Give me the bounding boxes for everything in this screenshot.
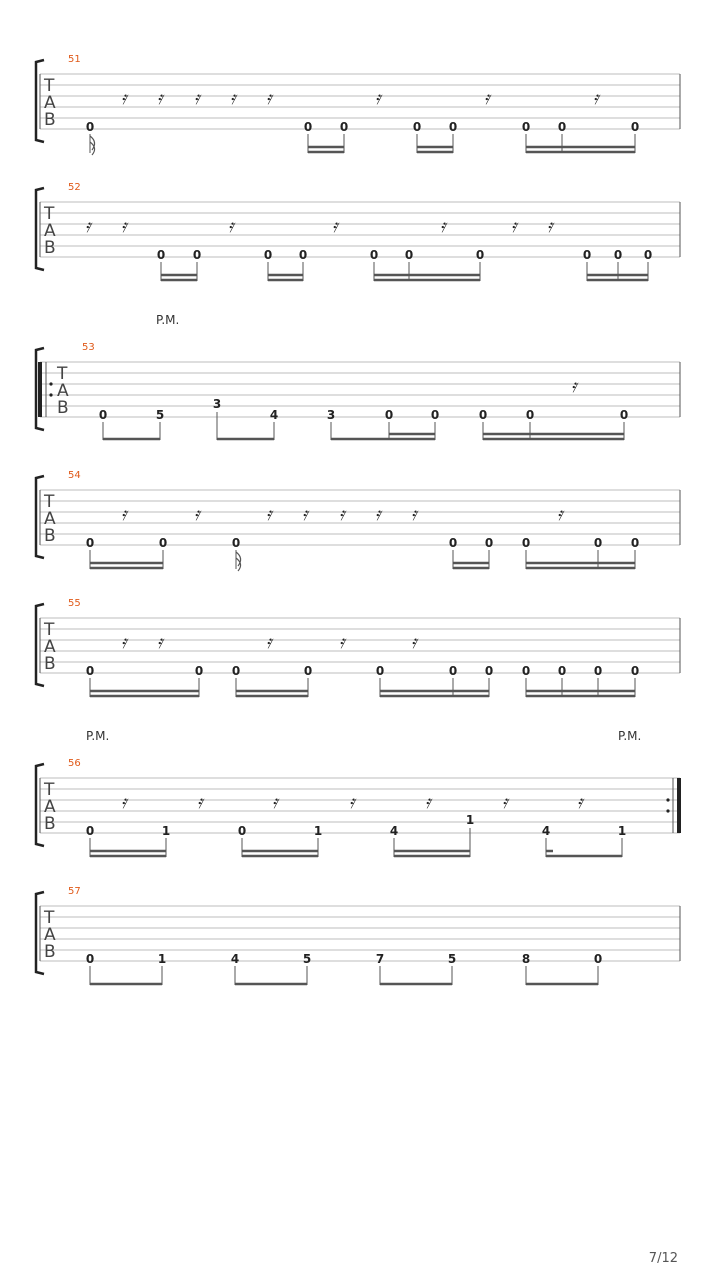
fret-number: 1 xyxy=(617,824,627,838)
fret-number: 0 xyxy=(630,536,640,550)
sixteenth-rest-icon: 𝄿 xyxy=(375,88,381,109)
tab-letter-b: B xyxy=(44,942,56,962)
fret-number: 0 xyxy=(448,664,458,678)
measure-number: 51 xyxy=(68,54,81,65)
sixteenth-rest-icon: 𝄿 xyxy=(339,504,345,525)
fret-number: 0 xyxy=(298,248,308,262)
fret-number: 8 xyxy=(521,952,531,966)
sixteenth-rest-icon: 𝄿 xyxy=(349,792,355,813)
fret-number: 0 xyxy=(521,120,531,134)
measure-number: 56 xyxy=(68,758,81,769)
sixteenth-rest-icon: 𝄿 xyxy=(557,504,563,525)
fret-number: 4 xyxy=(230,952,240,966)
sixteenth-rest-icon: 𝄿 xyxy=(194,504,200,525)
sixteenth-rest-icon: 𝄿 xyxy=(266,632,272,653)
sixteenth-rest-icon: 𝄿 xyxy=(511,216,517,237)
tab-letter-b: B xyxy=(44,814,56,834)
fret-number: 0 xyxy=(98,408,108,422)
fret-number: 0 xyxy=(231,664,241,678)
tab-letter-t: T xyxy=(44,908,55,928)
fret-number: 0 xyxy=(521,664,531,678)
measure-number: 54 xyxy=(68,470,81,481)
fret-number: 3 xyxy=(212,397,222,411)
fret-number: 0 xyxy=(484,664,494,678)
sixteenth-rest-icon: 𝄿 xyxy=(547,216,553,237)
fret-number: 0 xyxy=(404,248,414,262)
rests xyxy=(121,88,601,109)
sixteenth-rest-icon: 𝄿 xyxy=(593,88,599,109)
fret-number: 0 xyxy=(85,664,95,678)
fret-number: 0 xyxy=(85,536,95,550)
fret-number: 0 xyxy=(339,120,349,134)
system-measure-56 xyxy=(36,729,681,857)
rests xyxy=(121,504,565,525)
rests xyxy=(571,376,579,397)
tab-letter-b: B xyxy=(44,654,56,674)
fret-number: 0 xyxy=(85,824,95,838)
staff-lines xyxy=(40,778,680,833)
fret-number: 0 xyxy=(263,248,273,262)
sixteenth-rest-icon: 𝄿 xyxy=(121,216,127,237)
fret-number: 0 xyxy=(521,536,531,550)
palm-mute-label: P.M. xyxy=(618,729,642,743)
fret-number: 1 xyxy=(313,824,323,838)
fret-number: 1 xyxy=(157,952,167,966)
beams xyxy=(90,678,635,697)
fret-number: 0 xyxy=(375,664,385,678)
staff-lines xyxy=(40,618,680,673)
fret-number: 4 xyxy=(269,408,279,422)
measure-number: 52 xyxy=(68,182,81,193)
fret-number: 7 xyxy=(375,952,385,966)
palm-mute-label: P.M. xyxy=(86,729,110,743)
fret-number: 0 xyxy=(430,408,440,422)
fret-numbers xyxy=(157,248,652,262)
fret-number: 0 xyxy=(158,536,168,550)
rests xyxy=(85,216,555,237)
fret-number: 0 xyxy=(619,408,629,422)
fret-number: 0 xyxy=(593,536,603,550)
fret-number: 0 xyxy=(630,664,640,678)
sixteenth-rest-icon: 𝄿 xyxy=(425,792,431,813)
fret-number: 0 xyxy=(448,536,458,550)
repeat-start-sign xyxy=(38,362,53,417)
fret-number: 0 xyxy=(85,952,95,966)
fret-number: 0 xyxy=(231,536,241,550)
system-measure-53 xyxy=(36,313,680,440)
sixteenth-rest-icon: 𝄿 xyxy=(266,88,272,109)
fret-number: 0 xyxy=(237,824,247,838)
rests xyxy=(121,792,585,813)
tab-letter-t: T xyxy=(44,620,55,640)
sixteenth-rest-icon: 𝄿 xyxy=(85,216,91,237)
sixteenth-rest-icon: 𝄿 xyxy=(332,216,338,237)
fret-numbers xyxy=(86,813,626,838)
fret-number: 0 xyxy=(384,408,394,422)
fret-number: 0 xyxy=(593,664,603,678)
beams xyxy=(90,966,598,985)
fret-number: 0 xyxy=(303,664,313,678)
fret-number: 5 xyxy=(302,952,312,966)
tab-letter-b: B xyxy=(44,238,56,258)
fret-number: 0 xyxy=(194,664,204,678)
fret-number: 5 xyxy=(155,408,165,422)
sixteenth-rest-icon: 𝄿 xyxy=(121,792,127,813)
fret-number: 0 xyxy=(630,120,640,134)
fret-numbers xyxy=(86,120,639,134)
fret-number: 0 xyxy=(156,248,166,262)
fret-number: 0 xyxy=(85,120,95,134)
fret-number: 0 xyxy=(448,120,458,134)
sixteenth-rest-icon: 𝄿 xyxy=(411,632,417,653)
sixteenth-rest-icon: 𝄿 xyxy=(375,504,381,525)
fret-number: 1 xyxy=(465,813,475,827)
sixteenth-rest-icon: 𝄿 xyxy=(484,88,490,109)
sixteenth-rest-icon: 𝄿 xyxy=(157,632,163,653)
tab-letter-a: A xyxy=(44,509,56,529)
tab-letter-a: A xyxy=(44,925,56,945)
fret-number: 0 xyxy=(484,536,494,550)
fret-number: 0 xyxy=(478,408,488,422)
tab-letter-b: B xyxy=(44,110,56,130)
fret-number: 0 xyxy=(613,248,623,262)
tab-letter-a: A xyxy=(44,797,56,817)
beams xyxy=(103,412,624,440)
fret-numbers xyxy=(86,536,639,550)
beams xyxy=(90,134,635,155)
fret-number: 5 xyxy=(447,952,457,966)
tab-letter-t: T xyxy=(44,76,55,96)
sixteenth-rest-icon: 𝄿 xyxy=(339,632,345,653)
beams xyxy=(90,550,635,571)
staff-lines xyxy=(40,362,680,417)
fret-number: 0 xyxy=(557,120,567,134)
measure-number: 57 xyxy=(68,886,81,897)
system-measure-54 xyxy=(36,470,680,571)
fret-number: 0 xyxy=(557,664,567,678)
fret-number: 3 xyxy=(326,408,336,422)
sixteenth-rest-icon: 𝄿 xyxy=(440,216,446,237)
sixteenth-rest-icon: 𝄿 xyxy=(121,504,127,525)
beams xyxy=(161,262,648,281)
fret-number: 0 xyxy=(525,408,535,422)
fret-number: 4 xyxy=(541,824,551,838)
fret-number: 0 xyxy=(369,248,379,262)
sixteenth-rest-icon: 𝄿 xyxy=(302,504,308,525)
tab-letter-t: T xyxy=(57,364,68,384)
sixteenth-rest-icon: 𝄿 xyxy=(272,792,278,813)
sixteenth-rest-icon: 𝄿 xyxy=(577,792,583,813)
system-measure-57 xyxy=(36,886,680,985)
measure-number: 53 xyxy=(82,342,95,353)
sixteenth-rest-icon: 𝄿 xyxy=(266,504,272,525)
system-measure-52 xyxy=(36,182,680,281)
fret-number: 0 xyxy=(593,952,603,966)
fret-numbers xyxy=(86,664,639,678)
fret-number: 0 xyxy=(412,120,422,134)
tab-letter-a: A xyxy=(57,381,69,401)
sixteenth-rest-icon: 𝄿 xyxy=(197,792,203,813)
sixteenth-rest-icon: 𝄿 xyxy=(228,216,234,237)
page-number: 7/12 xyxy=(648,1251,678,1266)
fret-number: 0 xyxy=(643,248,653,262)
fret-number: 0 xyxy=(475,248,485,262)
fret-number: 4 xyxy=(389,824,399,838)
tab-letter-b: B xyxy=(44,526,56,546)
tab-letter-t: T xyxy=(44,492,55,512)
rests xyxy=(121,632,419,653)
fret-number: 0 xyxy=(582,248,592,262)
sixteenth-rest-icon: 𝄿 xyxy=(411,504,417,525)
tab-letter-b: B xyxy=(57,398,69,418)
system-measure-55 xyxy=(36,598,680,697)
palm-mute-label: P.M. xyxy=(156,313,180,327)
sixteenth-rest-icon: 𝄿 xyxy=(502,792,508,813)
sixteenth-rest-icon: 𝄿 xyxy=(121,88,127,109)
tab-letter-t: T xyxy=(44,780,55,800)
tab-letter-t: T xyxy=(44,204,55,224)
tab-letter-a: A xyxy=(44,637,56,657)
sixteenth-rest-icon: 𝄿 xyxy=(194,88,200,109)
sixteenth-rest-icon: 𝄿 xyxy=(571,376,577,397)
staff-lines xyxy=(40,74,680,129)
repeat-end-sign xyxy=(666,778,681,833)
fret-number: 0 xyxy=(303,120,313,134)
tab-letter-a: A xyxy=(44,221,56,241)
measure-number: 55 xyxy=(68,598,81,609)
fret-number: 0 xyxy=(192,248,202,262)
sixteenth-rest-icon: 𝄿 xyxy=(157,88,163,109)
sixteenth-rest-icon: 𝄿 xyxy=(230,88,236,109)
sixteenth-rest-icon: 𝄿 xyxy=(121,632,127,653)
fret-numbers xyxy=(86,952,602,966)
tab-letter-a: A xyxy=(44,93,56,113)
staff-lines xyxy=(40,906,680,961)
fret-number: 1 xyxy=(161,824,171,838)
fret-numbers xyxy=(99,397,628,422)
system-measure-51 xyxy=(36,54,680,155)
staff-lines xyxy=(40,490,680,545)
